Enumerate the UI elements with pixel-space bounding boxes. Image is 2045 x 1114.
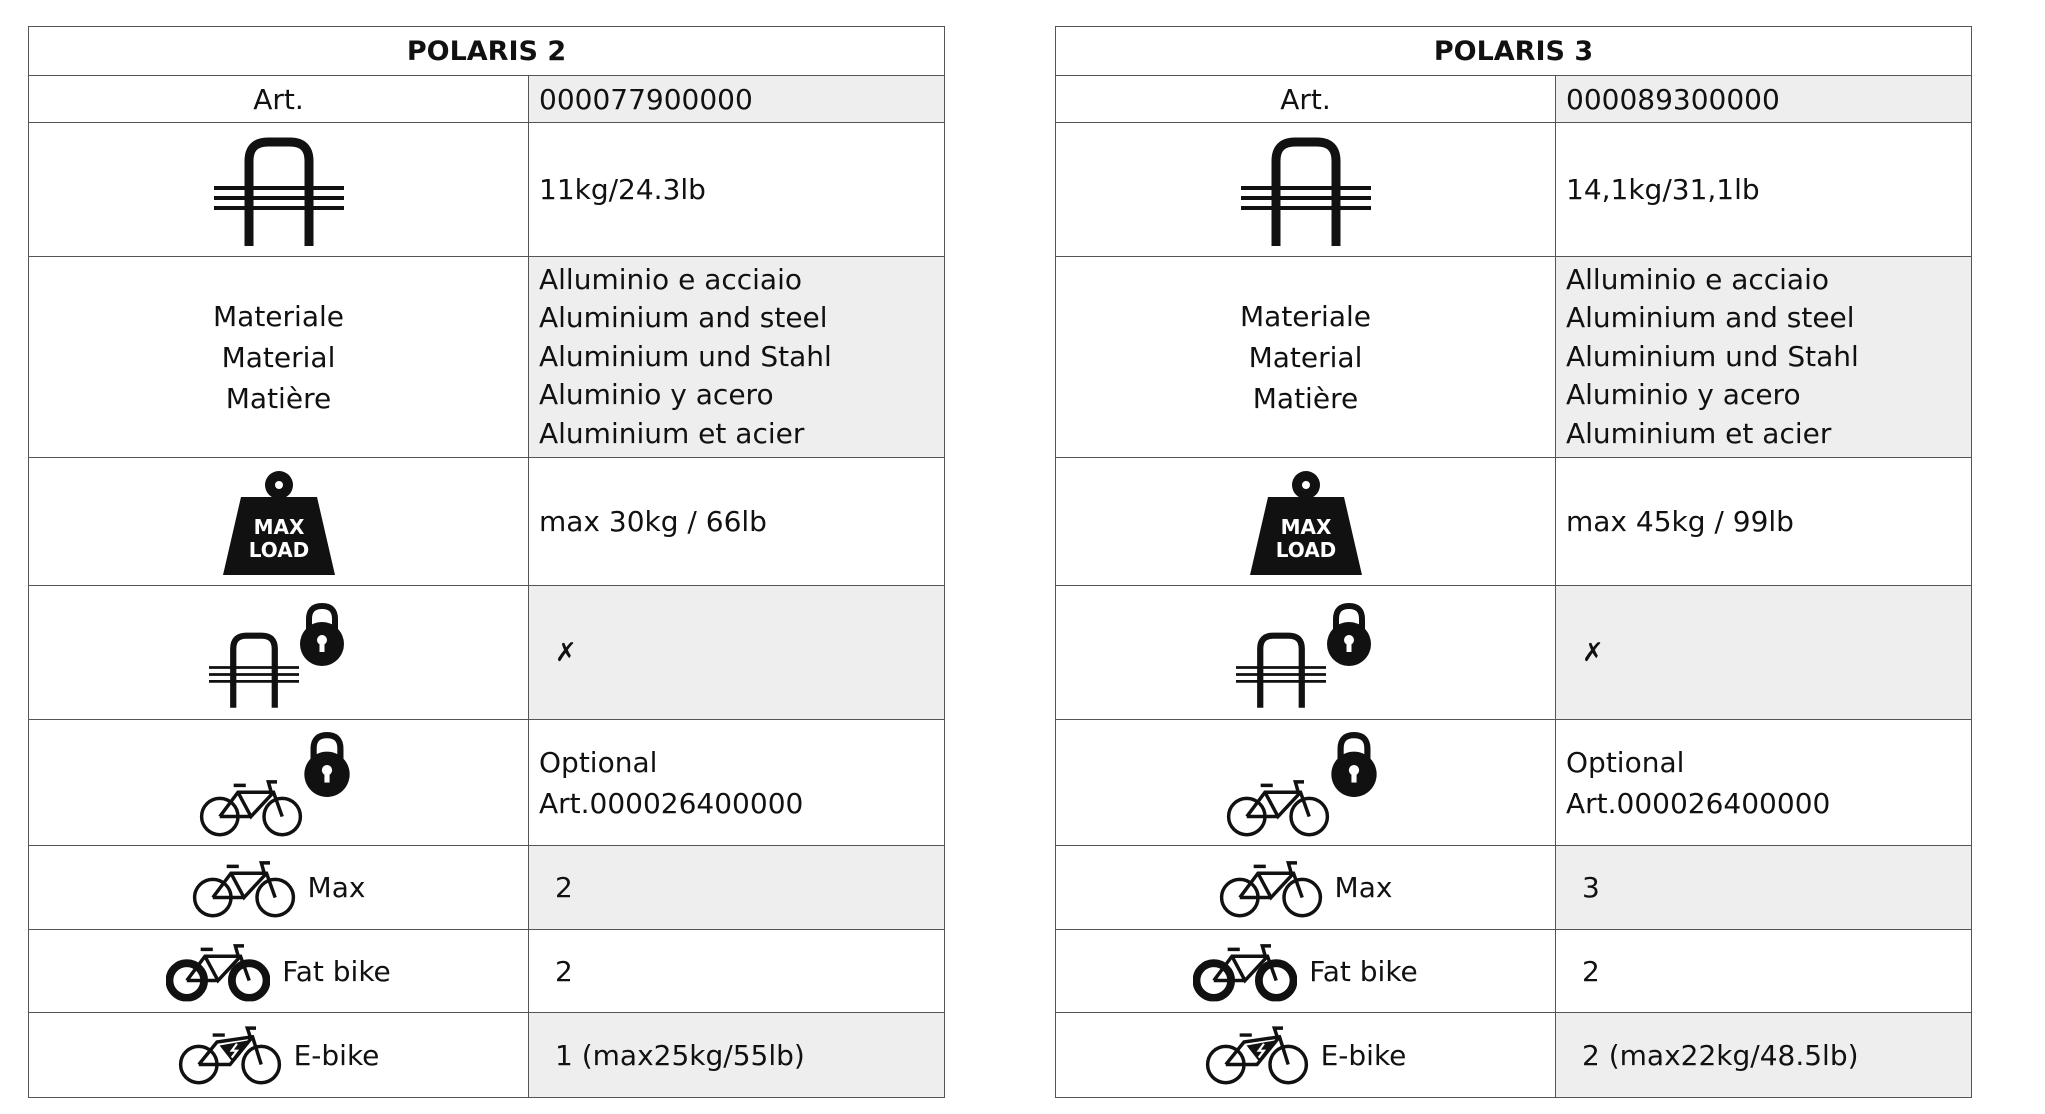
article-label: Art. <box>29 76 529 122</box>
fat-bike-label: Fat bike <box>282 954 391 988</box>
material-values: Alluminio e acciaio Aluminium and steel Aluminium und Stahl Aluminio y acero Aluminium et acier <box>1566 262 1859 450</box>
article-label: Art. <box>1056 76 1556 122</box>
article-number: 000077900000 <box>529 76 944 122</box>
row-max-bikes <box>1056 846 1971 930</box>
row-bike-lock <box>1056 720 1971 846</box>
padlock-icon <box>297 601 347 667</box>
bike-lock-info: Optional Art.000026400000 <box>1566 745 1831 820</box>
row-fat-bike <box>1056 930 1971 1013</box>
ebike-value: 2 (max22kg/48.5lb) <box>1556 1013 1971 1097</box>
ebike-icon <box>178 1024 282 1086</box>
padlock-icon <box>1328 730 1380 798</box>
fat-bike-value: 2 <box>555 954 573 988</box>
svg-text:MAX: MAX <box>253 514 304 539</box>
bike-icon <box>1219 857 1323 919</box>
max-load-value: max 30kg / 66lb <box>539 505 767 538</box>
fat-bike-icon <box>1193 940 1297 1002</box>
material-values: Alluminio e acciaio Aluminium and steel Aluminium und Stahl Aluminio y acero Aluminium et acier <box>539 262 832 450</box>
ebike-value: 1 (max25kg/55lb) <box>529 1013 944 1097</box>
weight-value: 14,1kg/31,1lb <box>1566 173 1760 206</box>
padlock-icon <box>1324 601 1374 667</box>
row-max-bikes <box>29 846 944 930</box>
row-rack-lock <box>1056 586 1971 720</box>
max-bikes-value: 2 <box>529 846 944 929</box>
row-material <box>29 257 944 458</box>
row-rack-lock <box>29 586 944 720</box>
max-bikes-value: 3 <box>1556 846 1971 929</box>
row-article <box>1056 76 1971 123</box>
row-max-load <box>29 458 944 586</box>
row-bike-lock <box>29 720 944 846</box>
rack-weight-icon <box>214 136 344 250</box>
ebike-label: E-bike <box>1320 1038 1407 1072</box>
row-max-load <box>1056 458 1971 586</box>
padlock-icon <box>301 730 353 798</box>
row-article <box>29 76 944 123</box>
spec-table-polaris-2 <box>28 26 945 1098</box>
bike-icon <box>1226 776 1330 838</box>
rack-weight-icon <box>1241 136 1371 250</box>
max-load-weight-icon <box>1246 467 1366 577</box>
row-fat-bike <box>29 930 944 1013</box>
fat-bike-value: 2 <box>1582 954 1600 988</box>
material-labels: Materiale Material Matière <box>1240 299 1371 415</box>
rack-icon <box>209 631 299 711</box>
max-load-value: max 45kg / 99lb <box>1566 505 1794 538</box>
weight-value: 11kg/24.3lb <box>539 173 706 206</box>
row-material <box>1056 257 1971 458</box>
spec-table-polaris-3 <box>1055 26 1972 1098</box>
bike-lock-info: Optional Art.000026400000 <box>539 745 804 820</box>
rack-lock-unavailable: ✗ <box>555 637 577 668</box>
bike-icon <box>192 857 296 919</box>
ebike-label: E-bike <box>293 1038 380 1072</box>
row-weight <box>29 123 944 257</box>
material-labels: Materiale Material Matière <box>213 299 344 415</box>
rack-icon <box>1236 631 1326 711</box>
row-ebike <box>29 1013 944 1097</box>
table-title: POLARIS 2 <box>29 27 944 76</box>
svg-text:LOAD: LOAD <box>1275 537 1336 562</box>
row-ebike <box>1056 1013 1971 1097</box>
max-label: Max <box>1334 871 1393 904</box>
svg-text:LOAD: LOAD <box>248 537 309 562</box>
max-load-weight-icon <box>219 467 339 577</box>
ebike-icon <box>1205 1024 1309 1086</box>
row-weight <box>1056 123 1971 257</box>
svg-text:MAX: MAX <box>1280 514 1331 539</box>
bike-icon <box>199 776 303 838</box>
article-number: 000089300000 <box>1556 76 1971 122</box>
fat-bike-label: Fat bike <box>1309 954 1418 988</box>
fat-bike-icon <box>166 940 270 1002</box>
table-title: POLARIS 3 <box>1056 27 1971 76</box>
rack-lock-unavailable: ✗ <box>1582 637 1604 668</box>
max-label: Max <box>307 871 366 904</box>
